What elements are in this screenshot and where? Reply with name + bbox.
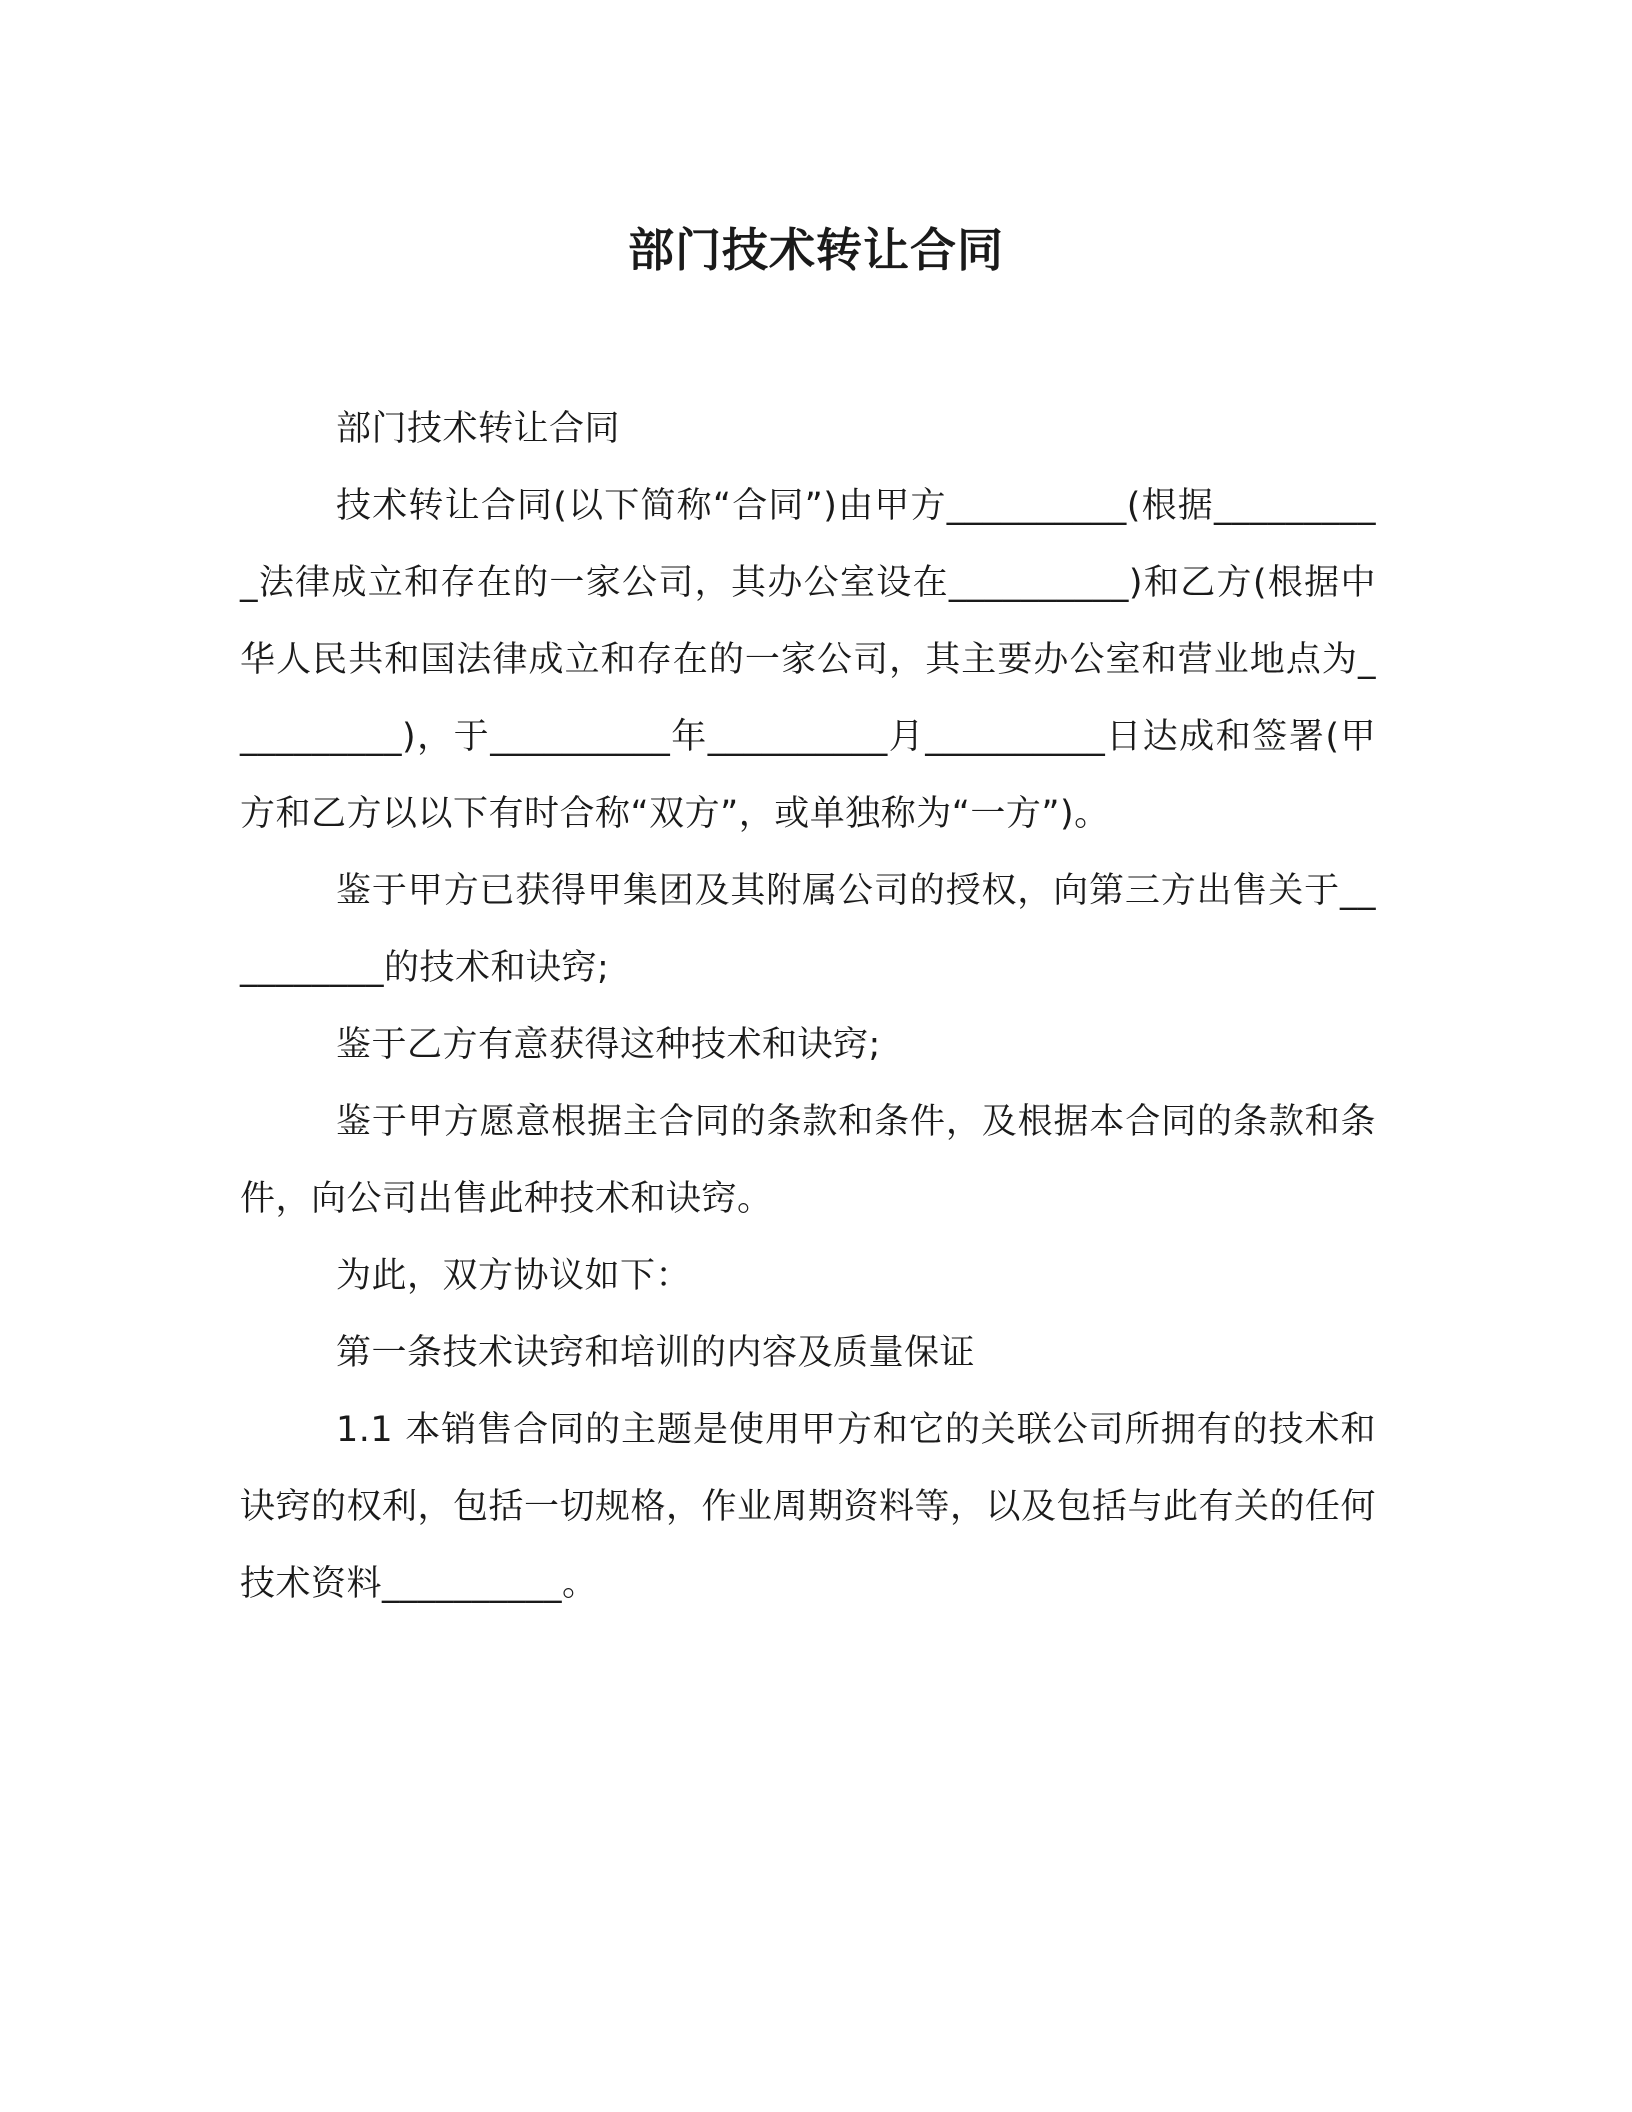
paragraph-preamble: 技术转让合同(以下简称“合同”)由甲方__________(根据__________法律成立和存在的一家公司，其办公室设在__________)和乙方(根据中华人民共和国法律成立和存在的一家公司，其主要办公室和营业地点为__________)，于__________年__________月__________日达成和签署(甲方和乙方以以下有时合称“双方”，或单独称为“一方”)。 [240, 486, 1376, 834]
document-title: 部门技术转让合同 [628, 223, 1004, 277]
paragraph-whereas-3: 鉴于甲方愿意根据主合同的条款和条件，及根据本合同的条款和条件，向公司出售此种技术和诀窍。 [240, 1102, 1376, 1219]
document-body [240, 391, 1376, 1623]
paragraph-heading: 部门技术转让合同 [336, 409, 621, 449]
paragraph-agreement: 为此，双方协议如下： [336, 1256, 692, 1296]
paragraph-clause-1-1: 1.1 本销售合同的主题是使用甲方和它的关联公司所拥有的技术和诀窍的权利，包括一切规格，作业周期资料等，以及包括与此有关的任何技术资料__________。 [240, 1410, 1377, 1604]
paragraph-article-1-heading: 第一条技术诀窍和培训的内容及质量保证 [336, 1333, 976, 1373]
paragraph-whereas-2: 鉴于乙方有意获得这种技术和诀窍; [336, 1025, 881, 1065]
paragraph-whereas-1: 鉴于甲方已获得甲集团及其附属公司的授权，向第三方出售关于__________的技术和诀窍; [240, 871, 1376, 988]
